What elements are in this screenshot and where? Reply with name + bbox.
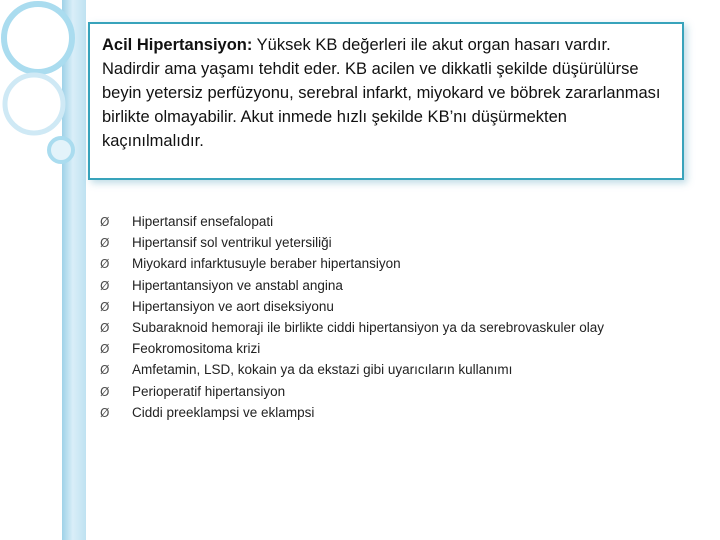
arrow-bullet-icon: Ø — [100, 320, 110, 335]
list-item — [100, 405, 715, 421]
bullet-text: Feokromositoma krizi — [132, 341, 261, 357]
circle-small-icon — [49, 138, 73, 162]
bullet-text: Hipertansiyon ve aort diseksiyonu — [132, 298, 334, 314]
arrow-bullet-icon: Ø — [100, 384, 110, 399]
bullet-text: Subaraknoid hemoraji ile birlikte ciddi hipertansiyon ya da serebrovaskuler olay — [132, 319, 604, 335]
list-item — [100, 384, 715, 400]
arrow-bullet-icon: Ø — [100, 257, 110, 272]
list-item — [100, 235, 715, 251]
list-item — [100, 299, 715, 315]
header-text — [90, 24, 682, 164]
arrow-bullet-icon: Ø — [100, 405, 110, 420]
list-item — [100, 341, 715, 357]
arrow-bullet-icon: Ø — [100, 236, 110, 251]
bullet-text: Perioperatif hipertansiyon — [132, 383, 286, 399]
list-item — [100, 320, 715, 336]
bullet-text: Hipertansif sol ventrikul yetersiliği — [132, 235, 332, 251]
arrow-bullet-icon: Ø — [100, 278, 110, 293]
circle-medium-icon — [5, 75, 63, 133]
list-item — [100, 214, 715, 230]
arrow-bullet-icon: Ø — [100, 342, 110, 357]
bullet-text: Amfetamin, LSD, kokain ya da ekstazi gibi uyarıcıların kullanımı — [132, 362, 513, 378]
header-lead: Acil Hipertansiyon: — [102, 36, 253, 54]
circle-large-icon — [4, 4, 72, 72]
arrow-bullet-icon: Ø — [100, 299, 110, 314]
arrow-bullet-icon: Ø — [100, 363, 110, 378]
bullet-text: Hipertansif ensefalopati — [132, 214, 274, 229]
list-item — [100, 278, 715, 294]
bullet-text: Miyokard infarktusuyle beraber hipertansiyon — [132, 256, 401, 272]
bullet-text: Ciddi preeklampsi ve eklampsi — [132, 404, 315, 420]
list-item — [100, 256, 715, 272]
header-box — [88, 22, 684, 180]
list-item — [100, 362, 715, 378]
header-body: Yüksek KB değerleri ile akut organ hasarı vardır. Nadirdir ama yaşamı tehdit eder. KB acilen ve dikkatli şekilde düşürülürse beyin yetersiz perfüzyonu, serebral infarkt, miyokard ve böbrek zararlanması birlikte olmayabilir. Akut inmede hızlı şekilde KB’nı düşürmekten kaçınılmalıdır. — [102, 36, 661, 150]
bullet-text: Hipertantansiyon ve anstabl angina — [132, 277, 343, 293]
bullet-list — [100, 214, 715, 426]
arrow-bullet-icon: Ø — [100, 215, 110, 229]
